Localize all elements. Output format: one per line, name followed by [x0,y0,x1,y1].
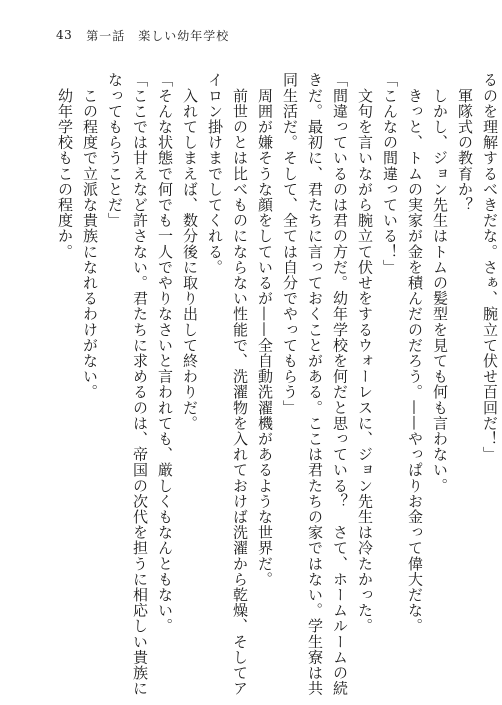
text-line: 軍隊式の教育か？ [456,72,474,213]
text-line: この程度で立派な貴族になれるわけがない。 [81,72,99,400]
chapter-title: 第一話 楽しい幼年学校 [86,28,230,43]
running-header [56,26,229,44]
text-line: しかし、ジョン先生はトムの髪型を見ても何も言わない。 [431,72,449,494]
page-number: 43 [56,28,73,42]
text-line: 「こんなの間違っている！」 [381,72,399,275]
text-line: 「ここでは甘えなど許さない。君たちに求めるのは、帝国の次代を担うに相応しい貴族に [131,72,149,696]
text-line: 幼年学校もこの程度か。 [56,72,74,260]
text-line: きだ。最初に、君たちに言っておくことがある。ここは君たちの家ではない。学生寮は共 [306,72,324,696]
text-line: 周囲が嫌そうな顔をしているが——全自動洗濯機があるような世界だ。 [256,72,274,587]
text-line: るのを理解するべきだな。さぁ、腕立て伏せ百回だ！」 [481,72,499,462]
text-line: 前世のとは比べものにならない性能で、洗濯物を入れておけば洗濯から乾燥、そしてア [231,72,249,696]
text-line: 入れてしまえば、数分後に取り出して終わりだ。 [181,72,199,431]
text-line: なってもらうことだ」 [106,72,124,228]
body-text-area [52,72,499,696]
text-line: イロン掛けまでしてくれる。 [206,72,224,275]
text-line: 「そんな状態で何でも一人でやりなさいと言われても、厳しくもなんともない。 [156,72,174,634]
vertical-text-block [52,72,502,696]
text-line: きっと、トムの実家が金を積んだのだろう。——やっぱりお金って偉大だな。 [406,72,424,634]
text-line: 「間違っているのは君の方だ。幼年学校を何だと思っている？ さて、ホームルームの続 [331,72,349,696]
text-line: 同生活だ。そして、全ては自分でやってもらう」 [281,72,299,416]
text-line: 文句を言いながら腕立て伏せをするウォーレスに、ジョン先生は冷たかった。 [356,72,374,634]
